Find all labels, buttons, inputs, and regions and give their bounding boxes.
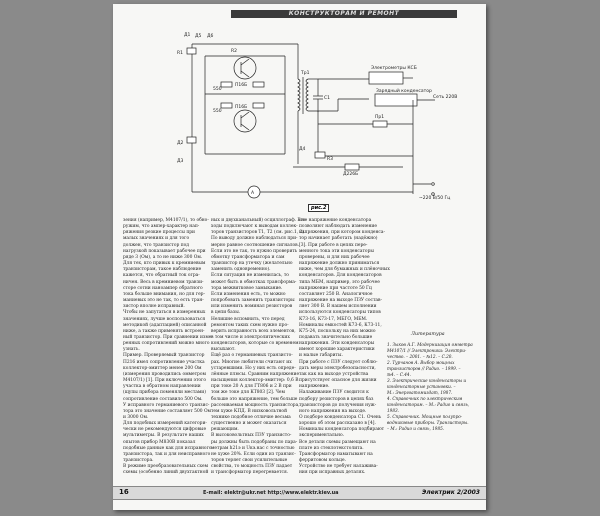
text-line: так как на выходе устройства xyxy=(299,371,369,377)
text-line: Трансформатор наматывают на xyxy=(299,451,373,457)
text-line: ремонтом таких схем нужно про- xyxy=(211,322,289,328)
label-box1: Электрометры КСБ xyxy=(371,66,417,71)
text-line: ряжения резкие процессы при xyxy=(123,230,195,236)
text-line: сторе сотни наноампер обратного xyxy=(123,285,203,291)
text-line: транзистора. xyxy=(123,458,154,464)
text-line: Пример. Проверяемый транзистор xyxy=(123,353,205,359)
text-line: Если это не так, то нужно проверить xyxy=(211,248,298,254)
text-line: Номиналы емкостей К73-6, К73-11, xyxy=(299,322,382,328)
text-line: торов транзисторов Т1, Т2 (см. рис.1, 2). xyxy=(211,230,306,236)
text-line: лённые плюсы. Сравним напряжение xyxy=(211,371,300,377)
text-line: и трансформатор перегревается. xyxy=(211,470,289,476)
text-column-3 xyxy=(299,218,390,476)
text-line: тора межвитковое замыкание. xyxy=(211,285,283,291)
text-line: тор начинает работать (надёжно) xyxy=(299,236,378,242)
literature-item: чество. – 2001. – №12. – С.20. xyxy=(387,354,453,359)
text-line: напряжение на выходе ПЗУ состав- xyxy=(299,298,382,304)
text-line: имеют хорошие характеристики xyxy=(299,347,375,353)
label-tr1: Тр1 xyxy=(301,71,310,76)
text-line: ренных сопротивлений можно много xyxy=(123,341,210,347)
text-line: плате из стеклотекстолита. xyxy=(299,445,364,451)
label-d2: Д2 xyxy=(177,141,184,146)
text-line: Все детали схемы размещают на xyxy=(299,439,376,445)
text-line: опытов прибор М830В показал xyxy=(123,439,196,445)
text-line: транзисторам, такое наблюдение xyxy=(123,267,202,273)
text-line: сопротивление составило 500 Ом. xyxy=(123,396,203,402)
text-line: ное напряжение конденсатора xyxy=(299,218,372,223)
text-line: транзисторов до получения нуж- xyxy=(299,402,377,408)
literature-item: конденсаторам. – М.: Радио и связь, xyxy=(387,402,470,407)
text-line: тока больше внимания, но для гер- xyxy=(123,291,205,297)
text-line: или изменить номинал резисторов xyxy=(211,304,293,310)
text-line: Номиналы конденсатора подбирают xyxy=(299,427,385,433)
literature-item: конденсаторные установки. – xyxy=(387,384,456,389)
text-line: мультиметры. В результате наших xyxy=(123,433,204,439)
text-line: (щупы прибора поменяли местами) xyxy=(123,390,206,396)
text-line: рах. Многие любители считают их xyxy=(211,359,292,365)
literature-item: транзисторов // Радио. – 1999. – xyxy=(387,366,461,371)
literature-list xyxy=(387,342,475,432)
text-line: схемы (особенно линий двухтактной xyxy=(123,470,209,476)
text-line: напряжения. Эти конденсаторы xyxy=(299,341,375,347)
text-line: и малые габариты. xyxy=(299,353,343,359)
text-line: обмотку трансформатора и сам xyxy=(211,254,285,260)
label-t2: П16Б xyxy=(235,105,248,110)
page-number: 16 xyxy=(119,488,129,496)
text-line: тора это значение составляет 500 Ом xyxy=(123,408,211,414)
text-line: том же токе для КТ803 [2]. Чем xyxy=(211,390,285,396)
text-line: При работе с ПЗУ следует соблю- xyxy=(299,359,378,365)
text-line: высыхают. xyxy=(211,347,236,353)
text-line: попробовать заменить транзисторы xyxy=(211,298,295,304)
text-line: не хуже 20%. Если один из транзис- xyxy=(211,451,296,457)
text-line: малых значениях и для того xyxy=(123,236,190,242)
footer-contact: E-mail: elektr@ukr.net http://www.elektr.kiev.ua xyxy=(203,489,339,496)
text-line: в цепи базы. xyxy=(211,310,241,316)
literature-item: №4. – С.44. xyxy=(387,372,411,377)
text-line: ния при исправных деталях. xyxy=(299,470,366,476)
text-line: экспериментально. xyxy=(299,433,345,439)
text-line: существенно и может оказаться xyxy=(211,421,287,427)
text-column-4 xyxy=(387,218,471,328)
text-line: П216 имел сопротивление участка xyxy=(123,359,205,365)
label-d6: Д6 xyxy=(207,34,214,39)
text-line: напряжение. xyxy=(299,384,330,390)
text-line: проверены, и для них рабочее xyxy=(299,254,370,260)
literature-item: водниковые приборы. Транзисторы. xyxy=(387,420,469,425)
literature-item: 3. Электрические конденсаторы и xyxy=(387,378,467,383)
text-line: транзистора, так и для неисправного xyxy=(123,451,211,457)
figure-caption: рис.2 xyxy=(308,204,329,212)
text-line: ходы подключают к выводам коллек- xyxy=(211,224,298,230)
text-line: Налаживание ПЗУ сводится к xyxy=(299,390,369,396)
label-c1: C1 xyxy=(324,96,331,101)
label-d1: Д1 xyxy=(184,33,191,38)
text-line: может быть в обмотках трансформа- xyxy=(211,279,297,285)
label-r1: R1 xyxy=(177,51,183,56)
text-line: маниевых это не так, то есть тран- xyxy=(123,298,204,304)
text-line: напряжение при частоте 50 Гц xyxy=(299,285,372,291)
text-line: Для подобных измерений категори- xyxy=(123,421,207,427)
label-d226: Д226Б xyxy=(343,172,359,177)
text-line: ных и двухканальный) осциллограф. Его xyxy=(211,218,306,223)
label-r2: R2 xyxy=(231,49,237,54)
text-line: В высоковольтных ПЗУ транзисто- xyxy=(211,433,292,439)
text-line: заменить одновременно). xyxy=(211,267,271,273)
text-line: [3]. При работе в цепях пере- xyxy=(299,242,368,248)
text-line: ниже, а также применять встроен- xyxy=(123,328,205,334)
text-line: К75-24, поскольку на них можно xyxy=(299,328,376,334)
circuit-schematic xyxy=(113,4,486,216)
text-line: В режиме преобразовательных схем xyxy=(123,464,209,470)
text-line: узнать. xyxy=(123,347,140,353)
text-line: нагрузкой показывает рабочее при xyxy=(123,248,206,254)
label-mains: ~220 В/50 Гц xyxy=(419,196,451,201)
text-line: подбору резисторов в цепях баз xyxy=(299,396,374,402)
label-pr1: Пр1 xyxy=(375,115,385,120)
text-line: метрам h21э и Uкэ.нас с точностью xyxy=(211,445,295,451)
text-line: ры должны быть подобраны по пара- xyxy=(211,439,298,445)
text-line: больше это напряжение, тем больше xyxy=(211,396,298,402)
text-line: используются конденсаторы типов xyxy=(299,310,381,316)
literature-item: М.: Энергоатомиздат, 1987. xyxy=(387,390,453,395)
text-line: ного напряжения на выходе. xyxy=(299,408,367,414)
text-line: тем хуже КПД. В низковольтной xyxy=(211,408,287,414)
text-line: зения (например, М4107/1), то обно- xyxy=(123,218,209,223)
text-line: участка в обратном направлении xyxy=(123,384,201,390)
text-line: подавать значительно большие xyxy=(299,334,373,340)
text-line: Если ситуация не изменилась, то xyxy=(211,273,289,279)
text-line: насыщения коллектор-эмиттер: 0,6 В xyxy=(211,378,299,384)
page-footer xyxy=(113,486,486,500)
label-d5: Д5 xyxy=(195,34,202,39)
text-line: напряжение должно приниматься xyxy=(299,261,380,267)
text-line: ляет 300 В. В нашем исполнении xyxy=(299,304,377,310)
literature-item: 2. Турчанов А. Выбор мощных xyxy=(387,360,455,365)
text-line: Если изменения есть, то можно xyxy=(211,291,286,297)
text-column-1 xyxy=(123,218,213,476)
text-line: рассеиваемая мощность транзистора, xyxy=(211,402,300,408)
label-ammeter: A xyxy=(251,191,255,196)
text-line: ничен. Весь в кремниевом транзи- xyxy=(123,279,204,285)
literature-item: 1. Зыков А.Г. Модернизация омметра xyxy=(387,342,473,347)
text-line: У исправного германиевого транзис- xyxy=(123,402,210,408)
text-line: технике подобное отличие весьма xyxy=(211,415,291,420)
text-line: методикой (адаптацией) описанной xyxy=(123,322,207,328)
footer-title: Электрик 2/2003 xyxy=(421,489,480,496)
literature-item: 1983. xyxy=(387,408,399,413)
text-line: хорошо об этом рассказано в [4]. xyxy=(299,421,376,427)
text-line: Устройство не требует налажива- xyxy=(299,464,378,470)
text-line: конденсаторов. Для конденсаторов xyxy=(299,273,382,279)
text-line: верить исправность всех элементов, xyxy=(211,328,296,334)
text-line: ный транзистор. При сравнении изме- xyxy=(123,334,213,340)
literature-item: 5. Справочник. Мощные полупро- xyxy=(387,414,463,419)
label-d3: Д3 xyxy=(177,159,184,164)
text-line: типа МБМ, например, это рабочее xyxy=(299,279,380,285)
label-r3: R3 xyxy=(327,157,333,162)
text-line: подобные данные как для исправного xyxy=(123,445,212,451)
label-box2: Зарядный конденсатор xyxy=(376,89,432,94)
text-line: ряде 3 (Ом), а то не ниже 300 Ом. xyxy=(123,254,203,260)
text-line: ружим, что ампер-характер нап- xyxy=(123,224,200,230)
text-line: Для тех, кто привык к кремниевым xyxy=(123,261,206,267)
label-out: Сеть 220В xyxy=(433,95,458,100)
text-line: решающим. xyxy=(211,427,239,433)
text-line: свойства, то мощность ПЗУ падает xyxy=(211,464,293,470)
text-line: напряжения, при котором конденса- xyxy=(299,230,385,236)
document-page xyxy=(113,4,486,510)
text-line: Ещё раз о германиевых транзисто- xyxy=(211,353,293,359)
label-d4: Д4 xyxy=(299,147,306,152)
text-line: присутствует опасное для жизни xyxy=(299,378,377,384)
text-line: мерно равное соотношение сигналов. xyxy=(211,242,300,248)
text-line: позволяют наблюдать изменение xyxy=(299,224,377,230)
text-line: О подборе конденсатора С1. Очень xyxy=(299,415,382,420)
literature-title: Литература xyxy=(411,332,445,337)
text-line: зистор вполне исправный. xyxy=(123,304,185,310)
text-line: менного тока эти конденсаторы xyxy=(299,248,374,254)
literature-item: – М.: Радио и связь, 1985. xyxy=(387,426,445,431)
text-line: коллектор-эмиттер менее 200 Ом xyxy=(123,365,202,371)
text-line: в том числе и электролитических xyxy=(211,334,290,340)
text-line: кажется, что обратный ток огра- xyxy=(123,273,200,279)
text-line: должен, что транзистор под xyxy=(123,242,189,248)
text-line: По выводу должно наблюдаться при- xyxy=(211,236,298,242)
text-line: М4107/1) [1]. При включении этого xyxy=(123,378,207,384)
text-line: дать меры электробезопасности, xyxy=(299,365,376,371)
text-column-2 xyxy=(211,218,306,476)
text-line: и 3000 Ом. xyxy=(123,415,149,420)
label-v2: 550 xyxy=(213,109,222,114)
text-line: составляет 250 В. Аналогичное xyxy=(299,291,373,297)
text-line: торов теряет свои усилительные xyxy=(211,458,288,464)
text-line: ниже, чем для бумажных и плёночных xyxy=(299,267,390,273)
text-line: Нелишне вспомнить, что перед xyxy=(211,316,285,322)
label-v1: 550 xyxy=(213,87,222,92)
text-line: ферритовом кольце. xyxy=(299,458,346,464)
text-line: Чтобы не запутаться в измеренных xyxy=(123,310,206,316)
text-line: (измерения проводились омметром xyxy=(123,371,206,377)
text-line: при токе 20 А для ГТ806 и 2 В при xyxy=(211,384,292,390)
literature-item: М4107/1 // Электроника: Электри- xyxy=(387,348,467,353)
text-line: конденсаторов, которые со временем xyxy=(211,341,299,347)
page-header: КОНСТРУКТОРАМ И РЕМОНТ xyxy=(231,10,457,18)
text-line: К73-16, К73-17, МБГО, МБМ. xyxy=(299,316,368,322)
text-line: чески не рекомендуются цифровые xyxy=(123,427,207,433)
text-line: транзистор на утечку (желательно xyxy=(211,261,293,267)
text-line: значениях, лучше воспользоваться xyxy=(123,316,206,322)
label-t1: П16Б xyxy=(235,83,248,88)
text-line: устаревшими. Но у них есть опреде- xyxy=(211,365,296,371)
literature-item: 4. Справочник по электрическим xyxy=(387,396,463,401)
